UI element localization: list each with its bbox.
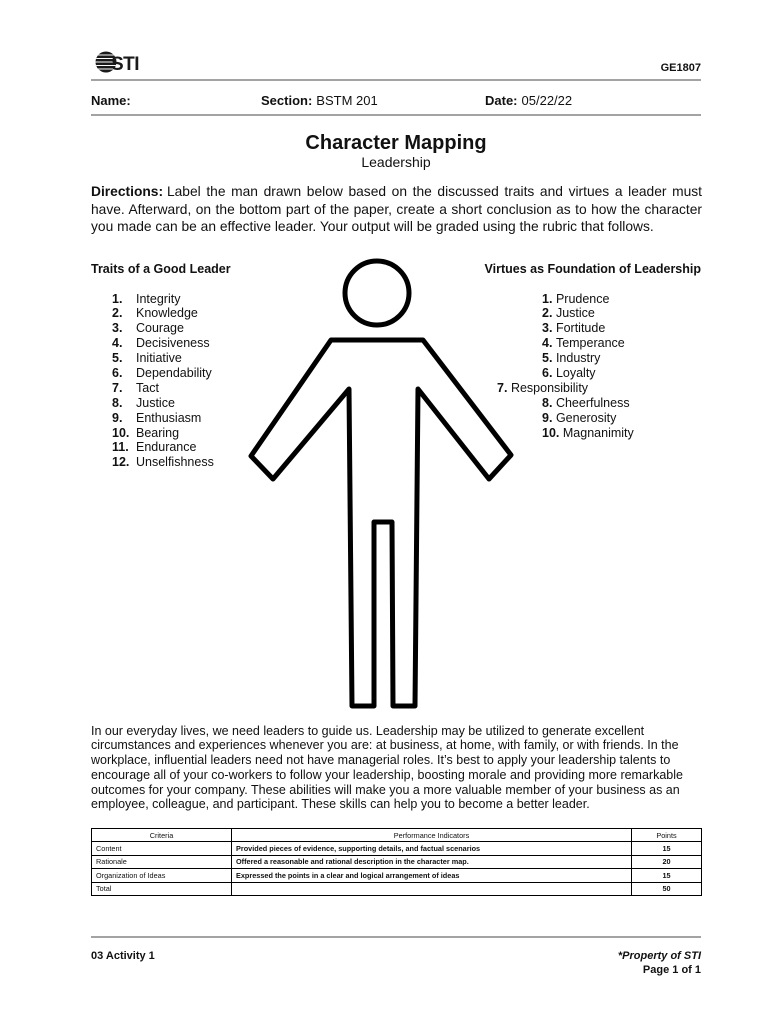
virtue-item <box>542 292 634 307</box>
virtue-number: 1. <box>542 291 553 306</box>
rubric-criteria: Organization of Ideas <box>92 869 232 882</box>
rubric-total-points: 50 <box>632 882 702 895</box>
section-field <box>261 93 378 108</box>
rubric-header-points: Points <box>632 829 702 842</box>
trait-item <box>112 366 214 381</box>
rubric-row <box>92 855 702 868</box>
trait-label: Courage <box>136 321 184 336</box>
rubric-header-criteria: Criteria <box>92 829 232 842</box>
rubric-points: 15 <box>632 869 702 882</box>
trait-item <box>112 440 214 455</box>
rubric-indicator: Offered a reasonable and rational description in the character map. <box>232 855 632 868</box>
trait-number: 4. <box>112 336 123 351</box>
trait-label: Bearing <box>136 425 180 440</box>
virtue-item <box>542 306 634 321</box>
footer-divider <box>91 936 701 938</box>
trait-item <box>112 336 214 351</box>
virtue-item <box>542 351 634 366</box>
rubric-total-row <box>92 882 702 895</box>
rubric-indicator: Provided pieces of evidence, supporting details, and factual scenarios <box>232 842 632 855</box>
trait-number: 6. <box>112 365 123 380</box>
header-divider <box>91 79 701 81</box>
virtue-label: Magnanimity <box>562 425 634 440</box>
name-field <box>91 93 131 108</box>
trait-label: Dependability <box>136 365 212 380</box>
trait-item <box>112 411 214 426</box>
rubric-table <box>91 828 702 896</box>
trait-item <box>112 381 214 396</box>
virtue-item <box>542 426 634 441</box>
virtue-item <box>542 321 634 336</box>
trait-item <box>112 306 214 321</box>
trait-number: 3. <box>112 321 123 336</box>
rubric-points: 20 <box>632 855 702 868</box>
footer-property: *Property of STI <box>617 950 701 962</box>
rubric-row <box>92 842 702 855</box>
virtue-number: 9. <box>542 410 553 425</box>
virtue-label: Fortitude <box>555 321 606 336</box>
section-value: BSTM 201 <box>316 93 378 108</box>
virtue-label: Industry <box>555 351 601 366</box>
date-label: Date: <box>485 93 518 108</box>
trait-label: Unselfishness <box>136 455 214 470</box>
rubric-criteria: Content <box>92 842 232 855</box>
sti-logo <box>94 49 146 75</box>
figure-head <box>345 261 409 325</box>
virtue-label: Temperance <box>555 336 625 351</box>
virtue-label: Prudence <box>555 291 610 306</box>
trait-number: 8. <box>112 395 123 410</box>
trait-item <box>112 321 214 336</box>
character-figure <box>240 255 525 715</box>
trait-item <box>112 455 214 470</box>
section-label: Section: <box>261 93 313 108</box>
trait-item <box>112 292 214 307</box>
virtue-number: 10. <box>542 425 560 440</box>
trait-label: Decisiveness <box>136 336 210 351</box>
virtue-number: 4. <box>542 336 553 351</box>
trait-label: Enthusiasm <box>136 410 202 425</box>
trait-label: Justice <box>136 395 175 410</box>
logo-text: STI <box>111 54 140 75</box>
rubric-header-indicators: Performance Indicators <box>232 829 632 842</box>
conclusion-paragraph: In our everyday lives, we need leaders to guide us. Leadership may be utilized to generate excellent circumstances and experiences whenever you are: at business, at home, with family, or with friends. In the workplace, influential leaders need not have managerial roles. It’s best to apply your leadership talents to encourage all of your co-workers to follow your leadership, boosting morale and providing more remarkable outcomes for your company. These abilities will make you a more valuable member of your business as an employee, colleague, and participant. These skills can help you to become a better leader. <box>91 723 683 812</box>
rubric-row <box>92 869 702 882</box>
directions-text: Label the man drawn below based on the discussed traits and virtues a leader must have. Afterward, on the bottom part of the paper, create a short conclusion as to how the character you made can be an effective leader. Your output will be graded using the rubric that follows. <box>91 184 702 234</box>
virtues-list <box>497 291 634 441</box>
trait-number: 9. <box>112 410 123 425</box>
trait-number: 5. <box>112 351 123 366</box>
rubric-header-row <box>92 829 702 842</box>
trait-item <box>112 426 214 441</box>
name-label: Name: <box>91 93 131 108</box>
virtue-number: 7. <box>497 380 508 395</box>
page-subtitle: Leadership <box>361 154 431 170</box>
trait-label: Tact <box>136 380 159 395</box>
trait-number: 12. <box>112 455 130 470</box>
virtue-number: 3. <box>542 321 553 336</box>
virtues-heading: Virtues as Foundation of Leadership <box>484 262 701 276</box>
footer-page-number: Page 1 of 1 <box>642 964 701 976</box>
document-code: GE1807 <box>660 62 701 74</box>
rubric-total-indicator <box>232 882 632 895</box>
info-divider <box>91 114 701 116</box>
virtue-item <box>542 411 634 426</box>
footer-activity: 03 Activity 1 <box>91 950 155 962</box>
trait-number: 7. <box>112 380 123 395</box>
page-title: Character Mapping <box>305 132 487 154</box>
date-field <box>485 93 572 108</box>
rubric-indicator: Expressed the points in a clear and logical arrangement of ideas <box>232 869 632 882</box>
date-value: 05/22/22 <box>521 93 573 108</box>
virtue-label: Loyalty <box>555 365 596 380</box>
trait-label: Initiative <box>136 351 182 366</box>
virtue-label: Responsibility <box>510 380 589 395</box>
virtue-label: Cheerfulness <box>555 395 630 410</box>
virtue-item <box>542 396 634 411</box>
virtue-item <box>542 336 634 351</box>
virtue-number: 6. <box>542 365 553 380</box>
directions-paragraph <box>91 183 702 236</box>
rubric-total-label: Total <box>92 882 232 895</box>
virtue-item <box>542 366 634 381</box>
figure-body <box>251 340 511 706</box>
trait-number: 1. <box>112 291 123 306</box>
trait-number: 2. <box>112 306 123 321</box>
rubric-criteria: Rationale <box>92 855 232 868</box>
traits-list <box>112 292 214 471</box>
virtue-number: 2. <box>542 306 553 321</box>
trait-label: Knowledge <box>136 306 198 321</box>
directions-label: Directions: <box>91 184 164 199</box>
trait-label: Endurance <box>136 440 197 455</box>
traits-heading: Traits of a Good Leader <box>91 262 231 276</box>
virtue-number: 5. <box>542 351 553 366</box>
virtue-label: Generosity <box>555 410 617 425</box>
rubric-points: 15 <box>632 842 702 855</box>
trait-item <box>112 396 214 411</box>
trait-number: 10. <box>112 425 130 440</box>
trait-item <box>112 351 214 366</box>
trait-number: 11. <box>112 440 129 455</box>
trait-label: Integrity <box>136 291 181 306</box>
virtue-number: 8. <box>542 395 553 410</box>
virtue-label: Justice <box>555 306 595 321</box>
